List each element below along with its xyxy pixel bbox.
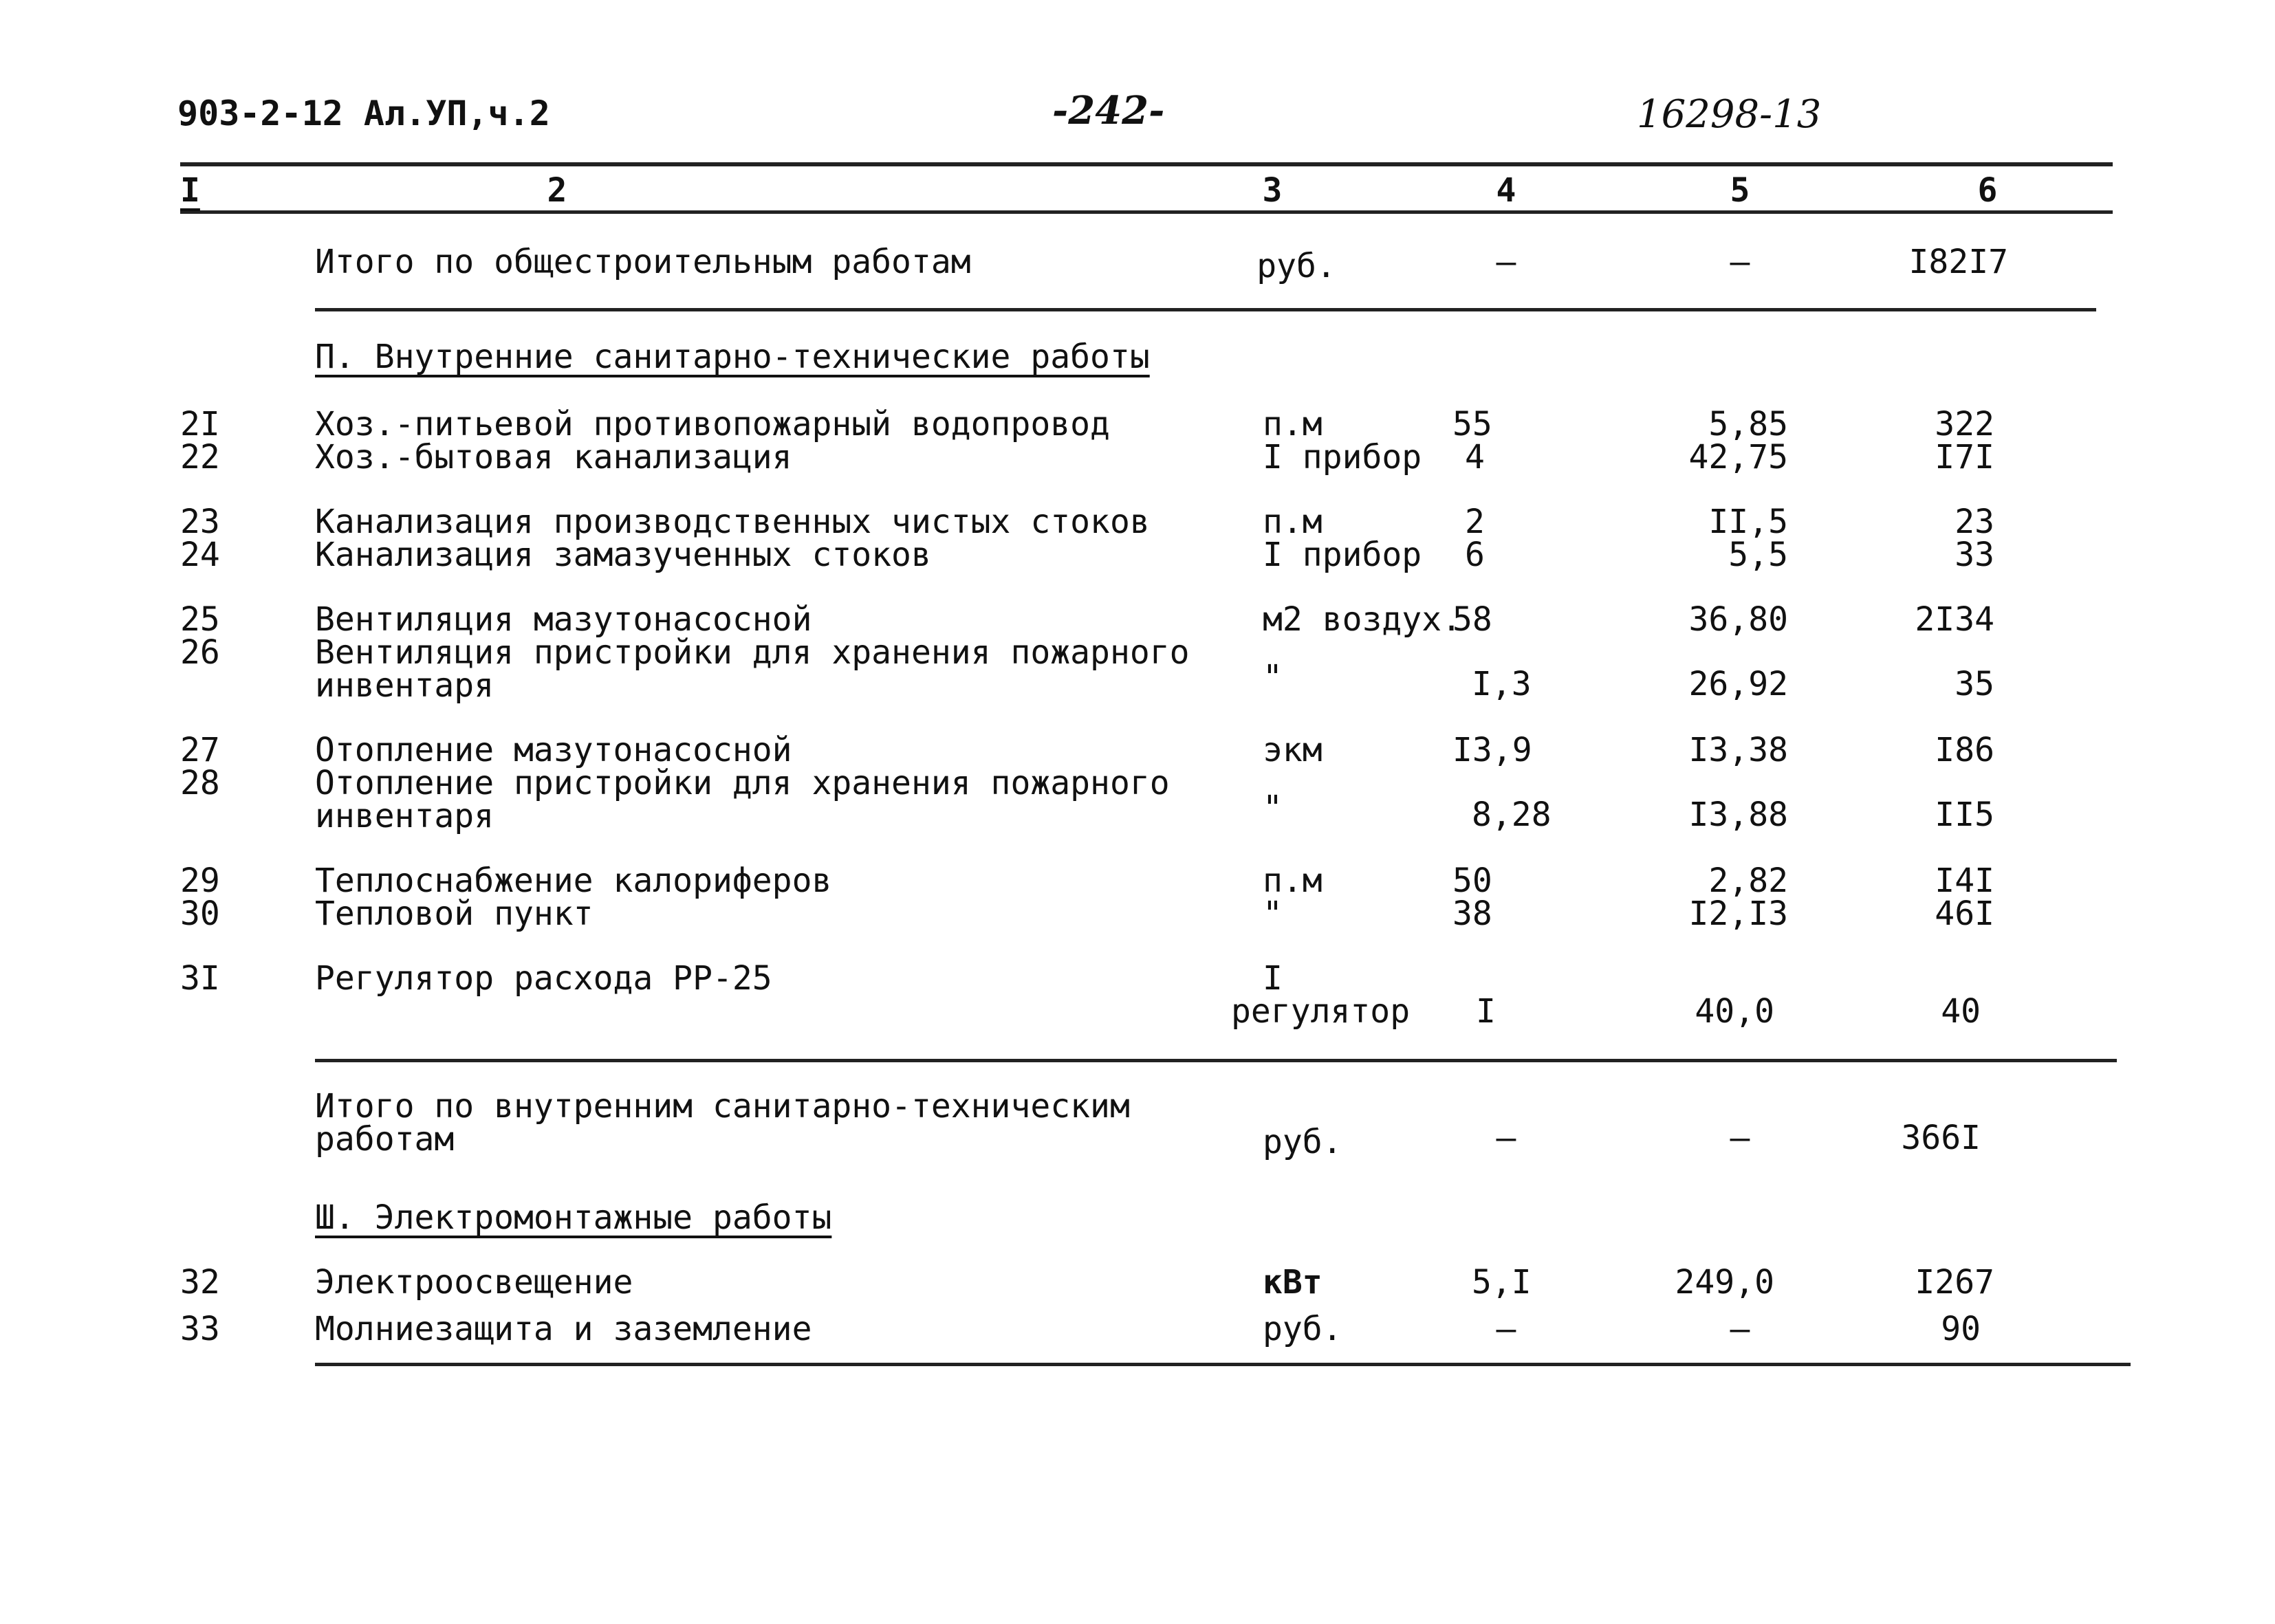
row-name: Электроосвещение xyxy=(315,1263,633,1302)
total-price: – xyxy=(1730,243,1750,281)
row-number: 33 xyxy=(180,1310,220,1348)
section-2-title: П. Внутренние санитарно-технические работы xyxy=(315,338,1150,376)
row-sum: II5 xyxy=(1935,795,1994,834)
row-qty: I xyxy=(1476,992,1496,1031)
row-qty: 5,I xyxy=(1472,1263,1532,1302)
row-price: 5,5 xyxy=(1728,536,1788,574)
row-price: I3,88 xyxy=(1688,795,1788,834)
row-sum: 322 xyxy=(1935,405,1994,443)
row-price: I2,I3 xyxy=(1688,895,1788,933)
row-sum: 23 xyxy=(1955,503,1994,541)
row-qty: 2 xyxy=(1465,503,1485,541)
row-name: Вентиляция мазутонасосной xyxy=(315,600,812,639)
row-qty: 6 xyxy=(1465,536,1485,574)
row-sum: 90 xyxy=(1941,1310,1981,1348)
row-qty: 38 xyxy=(1452,895,1492,933)
row-number: 28 xyxy=(180,764,220,802)
row-qty: 8,28 xyxy=(1472,795,1552,834)
row-number: 32 xyxy=(180,1263,220,1302)
total-unit: руб. xyxy=(1256,247,1336,285)
total-sanitary-label-continued: работам xyxy=(315,1120,455,1159)
row-qty: 4 xyxy=(1465,438,1485,476)
row-unit: I xyxy=(1263,959,1283,998)
total-sum: I82I7 xyxy=(1908,243,2008,281)
row-unit: " xyxy=(1263,895,1283,933)
row-name: Тепловой пункт xyxy=(315,895,594,933)
row-sum: 2I34 xyxy=(1915,600,1994,639)
row-number: 30 xyxy=(180,895,220,933)
row-unit-continued: регулятор xyxy=(1231,992,1411,1031)
section-2-bottom-rule xyxy=(315,1059,2117,1062)
row-sum: 33 xyxy=(1955,536,1994,574)
total-rule xyxy=(315,308,2096,311)
header-bottom-rule xyxy=(180,210,2113,214)
section-3-title: Ш. Электромонтажные работы xyxy=(315,1198,832,1237)
row-name: Канализация производственных чистых стоков xyxy=(315,503,1150,541)
row-price: 26,92 xyxy=(1688,665,1788,703)
row-qty: 50 xyxy=(1452,862,1492,900)
total-sanitary-unit: руб. xyxy=(1263,1123,1342,1161)
row-number: 3I xyxy=(180,959,220,998)
row-sum: I7I xyxy=(1935,438,1994,476)
row-number: 25 xyxy=(180,600,220,639)
row-unit: руб. xyxy=(1263,1310,1342,1348)
row-price: 42,75 xyxy=(1688,438,1788,476)
row-name-continued: инвентаря xyxy=(315,797,494,835)
row-price: 2,82 xyxy=(1708,862,1788,900)
row-qty: 55 xyxy=(1452,405,1492,443)
row-price: II,5 xyxy=(1708,503,1788,541)
table-bottom-rule xyxy=(315,1363,2131,1366)
total-qty: – xyxy=(1496,243,1516,281)
table-top-rule xyxy=(180,162,2113,166)
row-sum: I86 xyxy=(1935,731,1994,769)
column-header: 2 xyxy=(547,171,567,210)
row-price: 36,80 xyxy=(1688,600,1788,639)
total-sanitary-label: Итого по внутренним санитарно-техническим xyxy=(315,1087,1130,1126)
row-name-continued: инвентаря xyxy=(315,666,494,705)
row-number: 2I xyxy=(180,405,220,443)
row-unit: " xyxy=(1263,789,1283,827)
row-number: 23 xyxy=(180,503,220,541)
row-sum: 40 xyxy=(1941,992,1981,1031)
row-name: Регулятор расхода РР-25 xyxy=(315,959,772,998)
row-number: 24 xyxy=(180,536,220,574)
row-number: 26 xyxy=(180,633,220,672)
row-name: Отопление пристройки для хранения пожарного xyxy=(315,764,1170,802)
row-unit: п.м xyxy=(1263,862,1322,900)
column-header: 3 xyxy=(1262,171,1283,210)
document-code: 903-2-12 Ал.УП,ч.2 xyxy=(177,94,550,133)
row-name: Хоз.-бытовая канализация xyxy=(315,438,792,476)
row-qty: I,3 xyxy=(1472,665,1532,703)
row-price: I3,38 xyxy=(1688,731,1788,769)
row-unit: м2 воздух. xyxy=(1263,600,1461,639)
row-unit: I прибор xyxy=(1263,536,1422,574)
column-header: I xyxy=(180,171,200,210)
row-unit: кВт xyxy=(1263,1263,1322,1302)
row-sum: I4I xyxy=(1935,862,1994,900)
row-unit: экм xyxy=(1263,731,1322,769)
row-price: 40,0 xyxy=(1695,992,1774,1031)
row-sum: 35 xyxy=(1955,665,1994,703)
column-header: 5 xyxy=(1730,171,1750,210)
row-sum: 46I xyxy=(1935,895,1994,933)
column-header: 6 xyxy=(1977,171,1998,210)
total-sanitary-qty: – xyxy=(1496,1119,1516,1157)
row-number: 22 xyxy=(180,438,220,476)
row-number: 29 xyxy=(180,862,220,900)
row-name: Вентиляция пристройки для хранения пожарного xyxy=(315,633,1190,672)
row-price: 249,0 xyxy=(1675,1263,1774,1302)
row-qty: – xyxy=(1496,1310,1516,1348)
row-name: Отопление мазутонасосной xyxy=(315,731,792,769)
total-sanitary-price: – xyxy=(1730,1119,1750,1157)
row-unit: " xyxy=(1263,658,1283,696)
row-unit: п.м xyxy=(1263,503,1322,541)
row-unit: п.м xyxy=(1263,405,1322,443)
row-name: Молниезащита и заземление xyxy=(315,1310,812,1348)
row-price: – xyxy=(1730,1310,1750,1348)
inventory-number: 16298-13 xyxy=(1637,92,1822,137)
row-qty: I3,9 xyxy=(1452,731,1532,769)
column-header: 4 xyxy=(1496,171,1516,210)
row-price: 5,85 xyxy=(1708,405,1788,443)
row-name: Теплоснабжение калориферов xyxy=(315,862,832,900)
total-label: Итого по общестроительным работам xyxy=(315,243,971,281)
row-name: Канализация замазученных стоков xyxy=(315,536,931,574)
row-name: Хоз.-питьевой противопожарный водопровод xyxy=(315,405,1110,443)
row-qty: 58 xyxy=(1452,600,1492,639)
page-number: -242- xyxy=(1052,88,1165,133)
total-sanitary-sum: 366I xyxy=(1901,1119,1981,1157)
row-number: 27 xyxy=(180,731,220,769)
row-unit: I прибор xyxy=(1263,438,1422,476)
row-sum: I267 xyxy=(1915,1263,1994,1302)
